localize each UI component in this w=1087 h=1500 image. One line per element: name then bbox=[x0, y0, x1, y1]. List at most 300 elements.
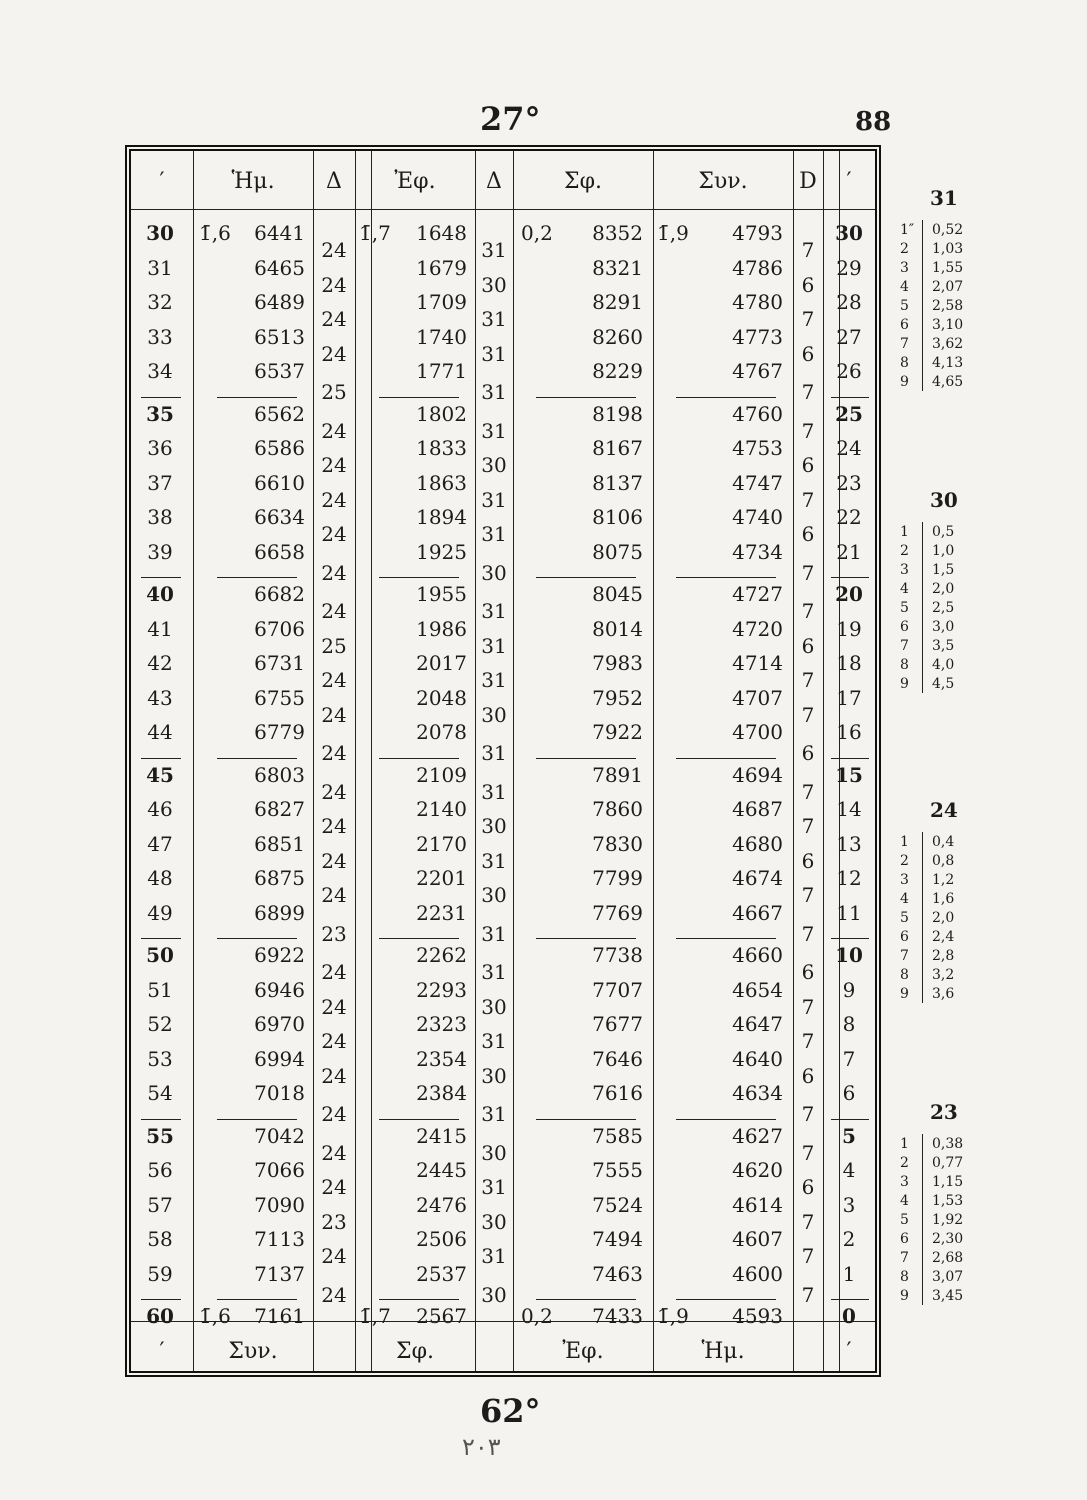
aux-row-value: 1,03 bbox=[932, 241, 964, 257]
diff-cosine: 7 bbox=[801, 814, 815, 839]
minute-left: 45 bbox=[146, 762, 174, 787]
group-rule bbox=[379, 1299, 459, 1300]
tangent-value: 2445 bbox=[416, 1158, 467, 1182]
diff-cosine: 7 bbox=[801, 1029, 815, 1054]
column-header: Δ bbox=[326, 169, 342, 194]
group-rule bbox=[141, 1119, 181, 1120]
minute-left: 50 bbox=[146, 943, 174, 967]
diff-tangent: 30 bbox=[481, 1140, 507, 1165]
sine-value: 6706 bbox=[254, 616, 305, 641]
sine-value: 7042 bbox=[254, 1123, 305, 1148]
minute-right: 14 bbox=[836, 797, 862, 821]
diff-sine: 24 bbox=[321, 453, 347, 478]
aux-row-digit: 4 bbox=[900, 1193, 909, 1209]
minute-right: 17 bbox=[836, 685, 862, 710]
minute-right: 18 bbox=[836, 651, 862, 675]
tangent-value: 2048 bbox=[416, 685, 467, 710]
cosine-value: 4680 bbox=[732, 831, 783, 856]
minute-right: 5 bbox=[842, 1123, 856, 1148]
column-header: ′ bbox=[159, 169, 165, 194]
minute-right: 20 bbox=[835, 582, 863, 606]
group-rule bbox=[676, 397, 776, 398]
cotangent-value: 8321 bbox=[592, 255, 643, 280]
group-rule bbox=[831, 938, 869, 939]
aux-row-digit: 8 bbox=[900, 355, 909, 371]
diff-tangent: 31 bbox=[481, 238, 507, 263]
diff-cosine: 6 bbox=[801, 741, 815, 766]
diff-cosine: 6 bbox=[801, 341, 815, 366]
minute-left: 33 bbox=[147, 324, 173, 349]
diff-sine: 24 bbox=[321, 779, 347, 804]
sine-value: 6970 bbox=[254, 1012, 305, 1036]
sine-value: 7090 bbox=[254, 1192, 305, 1217]
group-rule bbox=[536, 577, 636, 578]
tangent-value: 2567 bbox=[416, 1304, 467, 1328]
minute-right: 25 bbox=[835, 401, 863, 426]
diff-tangent: 31 bbox=[481, 668, 507, 693]
tangent-value: 2140 bbox=[416, 797, 467, 821]
cosine-value: 4780 bbox=[732, 290, 783, 314]
aux-row-digit: 5 bbox=[900, 600, 909, 616]
minute-right: 19 bbox=[836, 616, 862, 641]
cotangent-value: 8198 bbox=[592, 401, 643, 426]
diff-cosine: 6 bbox=[801, 960, 815, 985]
sine-value: 7066 bbox=[254, 1158, 305, 1182]
tangent-value: 1771 bbox=[416, 359, 467, 383]
sine-value: 7018 bbox=[254, 1081, 305, 1105]
cotangent-value: 7463 bbox=[592, 1261, 643, 1286]
minute-right: 27 bbox=[836, 324, 862, 349]
diff-cosine: 6 bbox=[801, 1175, 815, 1200]
aux-row-value: 4,65 bbox=[932, 374, 964, 390]
cotangent-value: 8106 bbox=[592, 505, 643, 529]
minute-left: 54 bbox=[147, 1081, 173, 1105]
aux-row-digit: 7 bbox=[900, 336, 909, 352]
minute-left: 38 bbox=[147, 505, 173, 529]
aux-row-digit: 4 bbox=[900, 581, 909, 597]
cosine-value: 4767 bbox=[732, 359, 783, 383]
cotangent-value: 8075 bbox=[592, 539, 643, 564]
diff-tangent: 31 bbox=[481, 1102, 507, 1127]
group-rule bbox=[379, 397, 459, 398]
tangent-value: 2323 bbox=[416, 1012, 467, 1036]
minute-left: 49 bbox=[147, 900, 173, 925]
diff-sine: 24 bbox=[321, 1244, 347, 1269]
tangent-value: 1863 bbox=[416, 470, 467, 495]
cotangent-value: 7738 bbox=[592, 943, 643, 967]
cotangent-value: 7646 bbox=[592, 1046, 643, 1071]
tangent-value: 1894 bbox=[416, 505, 467, 529]
group-rule bbox=[676, 1299, 776, 1300]
diff-tangent: 30 bbox=[481, 453, 507, 478]
diff-tangent: 31 bbox=[481, 779, 507, 804]
cotangent-value: 7524 bbox=[592, 1192, 643, 1217]
cotangent-value: 7769 bbox=[592, 900, 643, 925]
group-rule bbox=[141, 758, 181, 759]
cosine-value: 4786 bbox=[732, 255, 783, 280]
aux-row-value: 2,0 bbox=[932, 581, 955, 597]
diff-tangent: 30 bbox=[481, 814, 507, 839]
cosine-value: 4660 bbox=[732, 943, 783, 967]
minute-right: 0 bbox=[842, 1304, 856, 1328]
diff-tangent: 30 bbox=[481, 1209, 507, 1234]
cosine-value: 4727 bbox=[732, 582, 783, 606]
diff-sine: 24 bbox=[321, 1029, 347, 1054]
group-rule bbox=[379, 1119, 459, 1120]
minute-left: 43 bbox=[147, 685, 173, 710]
cosine-value: 4707 bbox=[732, 685, 783, 710]
aux-row-value: 3,0 bbox=[932, 619, 955, 635]
column-footer: ′ bbox=[159, 1339, 165, 1364]
cosine-value: 4654 bbox=[732, 977, 783, 1002]
tangent-value: 2078 bbox=[416, 720, 467, 744]
diff-tangent: 31 bbox=[481, 1029, 507, 1054]
minute-right: 4 bbox=[842, 1158, 856, 1182]
cosine-value: 4734 bbox=[732, 539, 783, 564]
group-rule bbox=[379, 758, 459, 759]
aux-table-rule bbox=[922, 220, 923, 391]
minute-right: 13 bbox=[836, 831, 862, 856]
aux-row-value: 2,5 bbox=[932, 600, 955, 616]
diff-tangent: 31 bbox=[481, 307, 507, 332]
diff-tangent: 30 bbox=[481, 994, 507, 1019]
aux-row-digit: 1 bbox=[900, 524, 909, 540]
aux-row-digit: 3 bbox=[900, 562, 909, 578]
sine-value: 6946 bbox=[254, 977, 305, 1002]
minute-right: 8 bbox=[842, 1012, 856, 1036]
aux-row-digit: 9 bbox=[900, 374, 909, 390]
minute-right: 3 bbox=[842, 1192, 856, 1217]
group-rule bbox=[141, 397, 181, 398]
diff-cosine: 7 bbox=[801, 921, 815, 946]
diff-sine: 23 bbox=[321, 1209, 347, 1234]
cosine-value: 4593 bbox=[732, 1304, 783, 1328]
minute-right: 22 bbox=[836, 505, 862, 529]
diff-cosine: 7 bbox=[801, 307, 815, 332]
minute-left: 51 bbox=[147, 977, 173, 1002]
group-rule bbox=[217, 397, 297, 398]
diff-cosine: 7 bbox=[801, 702, 815, 727]
diff-tangent: 31 bbox=[481, 960, 507, 985]
diff-tangent: 30 bbox=[481, 272, 507, 297]
tangent-value: 2017 bbox=[416, 651, 467, 675]
minute-left: 36 bbox=[147, 436, 173, 460]
minute-left: 42 bbox=[147, 651, 173, 675]
group-rule bbox=[141, 577, 181, 578]
minute-left: 31 bbox=[147, 255, 173, 280]
degree-heading-top: 27° bbox=[480, 100, 541, 138]
minute-left: 47 bbox=[147, 831, 173, 856]
aux-row-value: 4,5 bbox=[932, 676, 955, 692]
aux-row-digit: 6 bbox=[900, 619, 909, 635]
sine-value: 6755 bbox=[254, 685, 305, 710]
tangent-value: 2293 bbox=[416, 977, 467, 1002]
column-header: Ἐφ. bbox=[394, 169, 436, 194]
diff-sine: 24 bbox=[321, 1063, 347, 1088]
group-rule bbox=[831, 1119, 869, 1120]
diff-cosine: 7 bbox=[801, 1209, 815, 1234]
tangent-value: 1740 bbox=[416, 324, 467, 349]
aux-row-digit: 3 bbox=[900, 872, 909, 888]
tangent-value: 1955 bbox=[416, 582, 467, 606]
sine-value: 6779 bbox=[254, 720, 305, 744]
diff-cosine: 7 bbox=[801, 380, 815, 405]
cotangent-value: 7860 bbox=[592, 797, 643, 821]
group-rule bbox=[536, 938, 636, 939]
group-rule bbox=[831, 1299, 869, 1300]
aux-row-value: 3,2 bbox=[932, 967, 955, 983]
diff-tangent: 31 bbox=[481, 599, 507, 624]
aux-row-digit: 6 bbox=[900, 929, 909, 945]
aux-row-value: 1,15 bbox=[932, 1174, 964, 1190]
aux-row-value: 0,5 bbox=[932, 524, 955, 540]
minute-left: 44 bbox=[147, 720, 173, 744]
cotangent-value: 7707 bbox=[592, 977, 643, 1002]
column-header: ′ bbox=[846, 169, 852, 194]
diff-sine: 24 bbox=[321, 599, 347, 624]
diff-tangent: 31 bbox=[481, 633, 507, 658]
column-header: Ἡμ. bbox=[231, 169, 275, 194]
aux-row-value: 1,2 bbox=[932, 872, 955, 888]
minute-left: 30 bbox=[146, 221, 174, 245]
minute-right: 21 bbox=[836, 539, 862, 564]
tangent-value: 2476 bbox=[416, 1192, 467, 1217]
aux-row-digit: 6 bbox=[900, 317, 909, 333]
diff-cosine: 7 bbox=[801, 779, 815, 804]
group-rule bbox=[217, 577, 297, 578]
characteristic: 1̄,9 bbox=[657, 1304, 689, 1328]
group-rule bbox=[536, 758, 636, 759]
aux-row-value: 0,77 bbox=[932, 1155, 964, 1171]
minute-right: 16 bbox=[836, 720, 862, 744]
cosine-value: 4760 bbox=[732, 401, 783, 426]
diff-sine: 24 bbox=[321, 1102, 347, 1127]
diff-tangent: 30 bbox=[481, 1063, 507, 1088]
column-footer: ′ bbox=[846, 1339, 852, 1364]
tangent-value: 1679 bbox=[416, 255, 467, 280]
degree-heading-bottom: 62° bbox=[480, 1392, 541, 1430]
cosine-value: 4667 bbox=[732, 900, 783, 925]
sine-value: 6731 bbox=[254, 651, 305, 675]
cotangent-value: 8352 bbox=[592, 221, 643, 245]
aux-row-value: 3,5 bbox=[932, 638, 955, 654]
tangent-value: 2170 bbox=[416, 831, 467, 856]
diff-sine: 24 bbox=[321, 1140, 347, 1165]
group-rule bbox=[217, 1119, 297, 1120]
cotangent-value: 7677 bbox=[592, 1012, 643, 1036]
diff-sine: 24 bbox=[321, 960, 347, 985]
aux-row-digit: 7 bbox=[900, 1250, 909, 1266]
minute-right: 26 bbox=[836, 359, 862, 383]
aux-row-digit: 5 bbox=[900, 1212, 909, 1228]
diff-cosine: 7 bbox=[801, 238, 815, 263]
diff-cosine: 7 bbox=[801, 418, 815, 443]
cosine-value: 4634 bbox=[732, 1081, 783, 1105]
aux-row-value: 1,5 bbox=[932, 562, 955, 578]
column-header: D bbox=[799, 169, 817, 194]
minute-right: 7 bbox=[842, 1046, 856, 1071]
aux-row-value: 2,68 bbox=[932, 1250, 964, 1266]
tangent-value: 2537 bbox=[416, 1261, 467, 1286]
cotangent-value: 7585 bbox=[592, 1123, 643, 1148]
minute-left: 56 bbox=[147, 1158, 173, 1182]
aux-row-value: 1,53 bbox=[932, 1193, 964, 1209]
cotangent-value: 8014 bbox=[592, 616, 643, 641]
diff-cosine: 7 bbox=[801, 1244, 815, 1269]
sine-value: 6803 bbox=[254, 762, 305, 787]
minute-left: 52 bbox=[147, 1012, 173, 1036]
aux-row-digit: 9 bbox=[900, 1288, 909, 1304]
minute-right: 2 bbox=[842, 1227, 856, 1251]
cosine-value: 4687 bbox=[732, 797, 783, 821]
cosine-value: 4620 bbox=[732, 1158, 783, 1182]
diff-tangent: 31 bbox=[481, 341, 507, 366]
cotangent-value: 7555 bbox=[592, 1158, 643, 1182]
characteristic: 0,2 bbox=[521, 221, 553, 245]
aux-row-digit: 2 bbox=[900, 543, 909, 559]
cosine-value: 4647 bbox=[732, 1012, 783, 1036]
column-header: Σφ. bbox=[564, 169, 602, 194]
group-rule bbox=[217, 938, 297, 939]
cotangent-value: 7433 bbox=[592, 1304, 643, 1328]
aux-row-value: 3,62 bbox=[932, 336, 964, 352]
cosine-value: 4600 bbox=[732, 1261, 783, 1286]
cotangent-value: 7830 bbox=[592, 831, 643, 856]
column-footer: Ἐφ. bbox=[562, 1339, 604, 1364]
group-rule bbox=[831, 758, 869, 759]
tangent-value: 1709 bbox=[416, 290, 467, 314]
cosine-value: 4640 bbox=[732, 1046, 783, 1071]
aux-row-value: 3,10 bbox=[932, 317, 964, 333]
sine-value: 6922 bbox=[254, 943, 305, 967]
sine-value: 6513 bbox=[254, 324, 305, 349]
characteristic: 1̄,7 bbox=[359, 221, 391, 245]
aux-row-digit: 7 bbox=[900, 638, 909, 654]
aux-row-digit: 8 bbox=[900, 657, 909, 673]
minute-left: 32 bbox=[147, 290, 173, 314]
aux-row-value: 4,13 bbox=[932, 355, 964, 371]
column-header: Συν. bbox=[698, 169, 748, 194]
cosine-value: 4747 bbox=[732, 470, 783, 495]
aux-row-value: 0,52 bbox=[932, 222, 964, 238]
diff-tangent: 31 bbox=[481, 921, 507, 946]
cotangent-value: 8045 bbox=[592, 582, 643, 606]
characteristic: 1̄,9 bbox=[657, 221, 689, 245]
aux-table-rule bbox=[922, 832, 923, 1003]
aux-row-value: 3,45 bbox=[932, 1288, 964, 1304]
aux-row-digit: 8 bbox=[900, 1269, 909, 1285]
diff-sine: 24 bbox=[321, 487, 347, 512]
minute-right: 1 bbox=[842, 1261, 856, 1286]
minute-left: 35 bbox=[146, 401, 174, 426]
aux-row-digit: 5 bbox=[900, 910, 909, 926]
group-rule bbox=[536, 1299, 636, 1300]
cosine-value: 4714 bbox=[732, 651, 783, 675]
group-rule bbox=[676, 577, 776, 578]
column-footer: Συν. bbox=[228, 1339, 278, 1364]
tangent-value: 2506 bbox=[416, 1227, 467, 1251]
log-trig-table bbox=[125, 145, 881, 1377]
diff-sine: 23 bbox=[321, 921, 347, 946]
cotangent-value: 7891 bbox=[592, 762, 643, 787]
minute-right: 11 bbox=[836, 900, 862, 925]
cotangent-value: 7799 bbox=[592, 866, 643, 890]
page-number: 88 bbox=[855, 107, 892, 137]
sine-value: 6851 bbox=[254, 831, 305, 856]
aux-row-digit: 2 bbox=[900, 241, 909, 257]
tangent-value: 1802 bbox=[416, 401, 467, 426]
aux-row-value: 3,07 bbox=[932, 1269, 964, 1285]
minute-right: 12 bbox=[836, 866, 862, 890]
diff-sine: 24 bbox=[321, 668, 347, 693]
minute-left: 39 bbox=[147, 539, 173, 564]
minute-right: 6 bbox=[842, 1081, 856, 1105]
diff-sine: 25 bbox=[321, 380, 347, 405]
aux-row-digit: 8 bbox=[900, 967, 909, 983]
group-rule bbox=[676, 938, 776, 939]
aux-row-value: 0,4 bbox=[932, 834, 955, 850]
cotangent-value: 7616 bbox=[592, 1081, 643, 1105]
cotangent-value: 8229 bbox=[592, 359, 643, 383]
minute-right: 24 bbox=[836, 436, 862, 460]
column-header: Δ bbox=[486, 169, 502, 194]
tangent-value: 2201 bbox=[416, 866, 467, 890]
cosine-value: 4773 bbox=[732, 324, 783, 349]
cosine-value: 4793 bbox=[732, 221, 783, 245]
diff-tangent: 31 bbox=[481, 1244, 507, 1269]
tangent-value: 1833 bbox=[416, 436, 467, 460]
minute-right: 23 bbox=[836, 470, 862, 495]
group-rule bbox=[217, 758, 297, 759]
cotangent-value: 8291 bbox=[592, 290, 643, 314]
cosine-value: 4674 bbox=[732, 866, 783, 890]
diff-sine: 24 bbox=[321, 272, 347, 297]
diff-cosine: 7 bbox=[801, 994, 815, 1019]
aux-row-digit: 2 bbox=[900, 853, 909, 869]
aux-row-value: 2,4 bbox=[932, 929, 955, 945]
diff-cosine: 7 bbox=[801, 599, 815, 624]
aux-table-title: 24 bbox=[930, 798, 958, 822]
diff-cosine: 7 bbox=[801, 1102, 815, 1127]
aux-row-digit: 9 bbox=[900, 676, 909, 692]
diff-tangent: 30 bbox=[481, 702, 507, 727]
cosine-value: 4627 bbox=[732, 1123, 783, 1148]
sine-value: 6586 bbox=[254, 436, 305, 460]
tangent-value: 2415 bbox=[416, 1123, 467, 1148]
aux-table-rule bbox=[922, 1134, 923, 1305]
diff-sine: 24 bbox=[321, 702, 347, 727]
minute-left: 48 bbox=[147, 866, 173, 890]
sine-value: 7113 bbox=[254, 1227, 305, 1251]
diff-sine: 24 bbox=[321, 341, 347, 366]
diff-sine: 24 bbox=[321, 1175, 347, 1200]
diff-cosine: 7 bbox=[801, 1140, 815, 1165]
diff-cosine: 6 bbox=[801, 272, 815, 297]
column-footer: Σφ. bbox=[396, 1339, 434, 1364]
sine-value: 6610 bbox=[254, 470, 305, 495]
sine-value: 7161 bbox=[254, 1304, 305, 1328]
diff-sine: 24 bbox=[321, 883, 347, 908]
aux-row-value: 4,0 bbox=[932, 657, 955, 673]
cotangent-value: 8167 bbox=[592, 436, 643, 460]
header-rule bbox=[131, 209, 875, 210]
sine-value: 6827 bbox=[254, 797, 305, 821]
diff-cosine: 6 bbox=[801, 848, 815, 873]
diff-tangent: 31 bbox=[481, 380, 507, 405]
minute-left: 40 bbox=[146, 582, 174, 606]
aux-row-value: 2,30 bbox=[932, 1231, 964, 1247]
sine-value: 6489 bbox=[254, 290, 305, 314]
